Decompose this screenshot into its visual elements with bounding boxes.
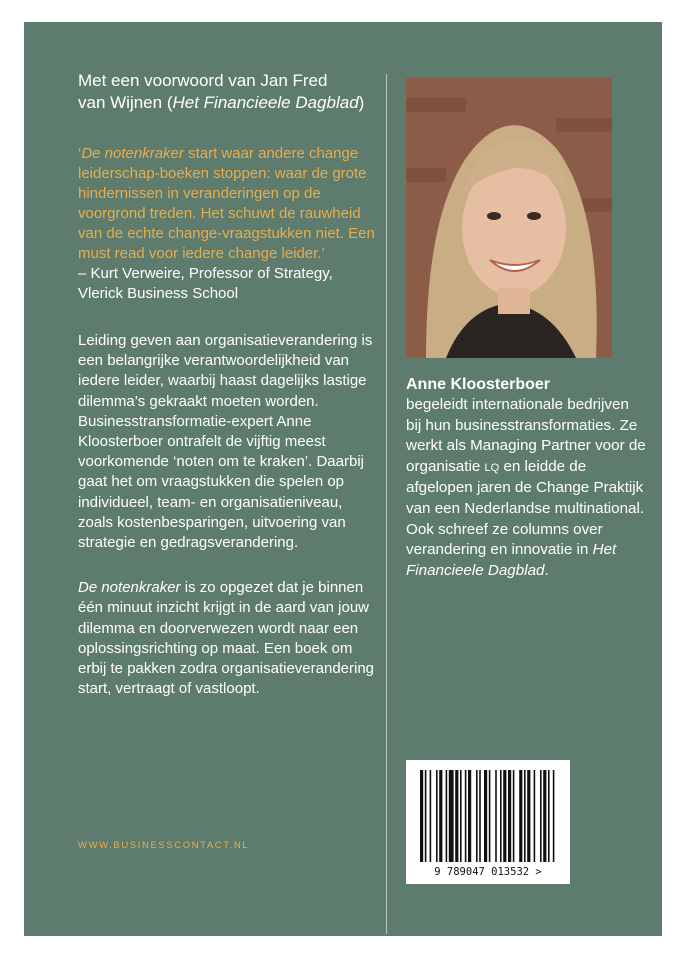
barcode-bar	[465, 770, 467, 862]
author-bio-section	[406, 374, 646, 581]
barcode-bar	[430, 770, 432, 862]
barcode-bar	[449, 770, 454, 862]
foreword-credit	[78, 70, 378, 114]
barcode-bar	[527, 770, 530, 862]
barcode-bar	[455, 770, 458, 862]
paragraph-2-text: is zo opgezet dat je binnen één minuut inzicht krijgt in de aard van jouw dilemma en doorverwezen wordt naar een oplossingsrichting op maat. Een boek om erbij te pakken zodra organisatieverandering start, vertraagt of vastloopt.	[78, 579, 375, 698]
description-paragraph-2	[78, 578, 378, 699]
barcode-bar	[540, 770, 542, 862]
barcode-bar	[543, 770, 546, 862]
foreword-line2: van Wijnen (	[78, 93, 173, 112]
author-portrait-icon	[406, 78, 612, 358]
author-bio	[406, 395, 646, 581]
barcode-bar	[439, 770, 442, 862]
barcode-bar	[519, 770, 522, 862]
bio-end: .	[544, 561, 549, 579]
column-divider	[386, 74, 387, 934]
bio-publication: Het Financieele Dagblad	[406, 541, 617, 579]
barcode-bar	[436, 770, 438, 862]
quote-open-mark: ‘	[78, 145, 82, 162]
barcode-bar	[489, 770, 491, 862]
quote-attribution: – Kurt Verweire, Professor of Strategy, Vlerick Business School	[78, 265, 333, 302]
barcode-bar	[503, 770, 506, 862]
author-photo	[406, 78, 612, 358]
barcode-bar	[460, 770, 462, 862]
barcode-bar	[468, 770, 471, 862]
author-name: Anne Kloosterboer	[406, 376, 551, 393]
barcode-bar	[495, 770, 497, 862]
barcode-bar	[513, 770, 515, 862]
barcode-bar	[500, 770, 502, 862]
foreword-close-paren: )	[358, 93, 365, 112]
bio-organisation: LQ	[484, 461, 500, 474]
quote-book-title: De notenkraker	[81, 145, 184, 162]
bio-text-2: en leidde de afgelopen jaren de Change Praktijk van een Nederlandse multinational. Ook schreef ze columns over verandering en innovatie in	[406, 457, 645, 559]
barcode-bar	[476, 770, 478, 862]
book-back-cover	[24, 22, 662, 936]
isbn-number: 9 789047 013532 >	[434, 866, 542, 878]
barcode-bar	[548, 770, 550, 862]
endorsement-quote	[78, 144, 378, 264]
barcode-bar	[524, 770, 526, 862]
barcode-bar	[420, 770, 423, 862]
quote-text: start waar andere change leiderschap-boeken stoppen: waar de grote hindernissen in veranderingen op de voorgrond treden. Het schuwt de rauwheid van de echte change-vraagstukken niet. Een must read voor iedere change leider.’	[78, 145, 375, 262]
barcode-bar	[446, 770, 448, 862]
barcode-bar	[553, 770, 555, 862]
barcode-bar	[479, 770, 481, 862]
description-paragraph-1: Leiding geven aan organisatieverandering is een belangrijke verantwoordelijkheid van iedere leider, waarbij haast dagelijks lastige dilemma’s gekraakt moeten worden. Businesstransformatie-expert Anne Kloosterboer ontrafelt de vijftig meest voorkomende ‘noten om te kraken’. Daarbij gaat het om vraagstukken die spelen op individueel, team- en organisatieniveau, zoals kostenbesparingen, uitvoering van strategie en gedragsverandering.	[78, 332, 373, 552]
isbn-barcode	[406, 760, 570, 884]
barcode-bar	[508, 770, 511, 862]
barcode-bar	[534, 770, 536, 862]
paragraph-book-title: De notenkraker	[78, 579, 181, 597]
foreword-publication: Het Financieele Dagblad	[172, 93, 359, 112]
publisher-website: WWW.BUSINESSCONTACT.NL	[78, 840, 250, 851]
left-column	[78, 70, 378, 724]
barcode-bar	[484, 770, 487, 862]
foreword-line1: Met een voorwoord van Jan Fred	[78, 71, 328, 90]
barcode-bar	[425, 770, 427, 862]
bio-text-1: begeleidt internationale bedrijven bij hun businesstransformaties. Ze werkt als Managing Partner voor de organisatie	[406, 396, 646, 475]
